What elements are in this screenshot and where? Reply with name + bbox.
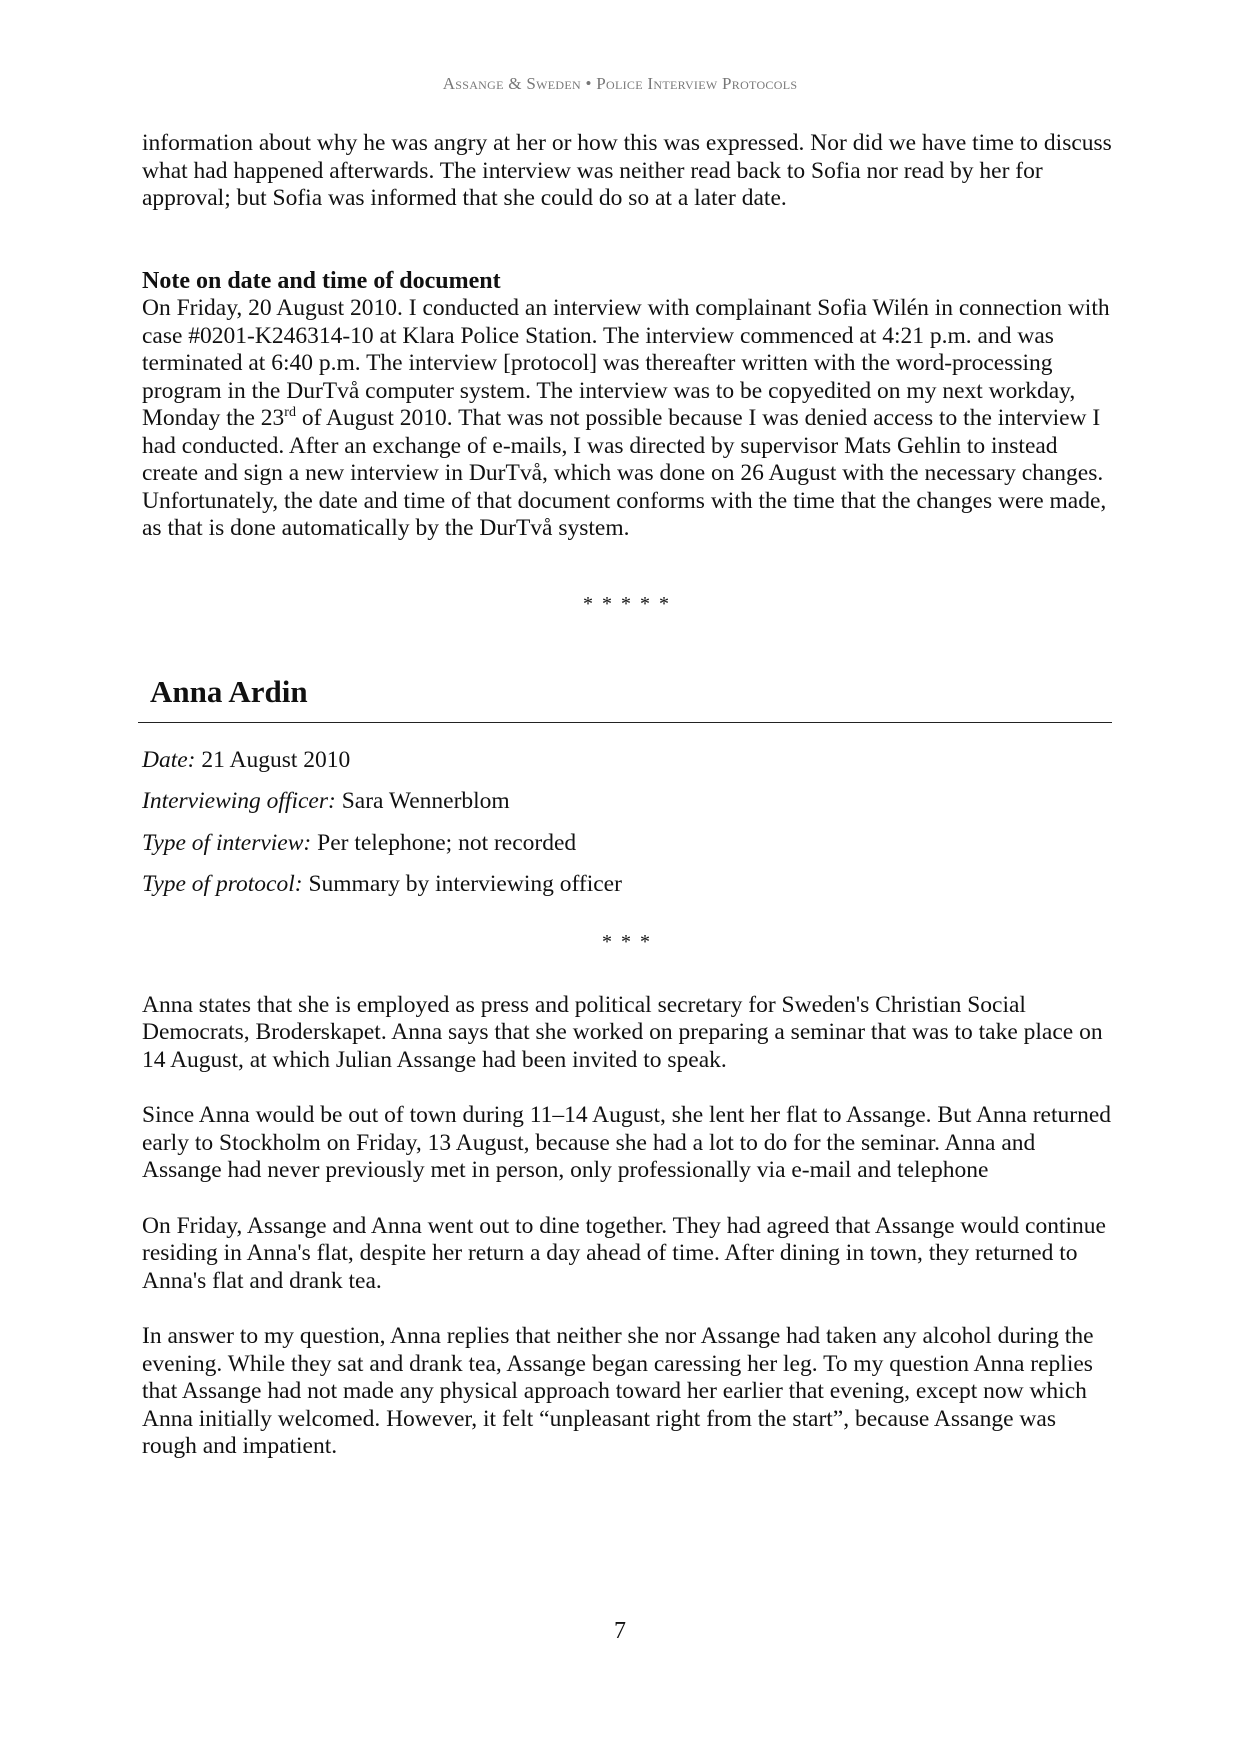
section-title: Anna Ardin: [150, 673, 308, 709]
section-header: [142, 674, 1112, 723]
meta-label: Type of interview:: [142, 829, 312, 856]
meta-value: Per telephone; not recorded: [311, 829, 577, 856]
meta-label: Interviewing officer:: [142, 788, 336, 814]
meta-value: Summary by interviewing officer: [302, 871, 622, 897]
meta-officer: [142, 788, 1112, 816]
meta-label: Type of protocol:: [142, 871, 303, 897]
meta-label: Date:: [142, 746, 196, 773]
interview-metadata: [142, 747, 1112, 899]
ordinal-superscript: rd: [284, 405, 296, 421]
page-content: [142, 130, 1112, 1461]
note-block: [142, 268, 1112, 543]
page-number: 7: [614, 1618, 626, 1644]
continued-paragraph: information about why he was angry at her or how this was expressed. Nor did we have time to discuss what had happened afterwards. The interview was neither read back to Sofia nor read by her for approval; but Sofia was informed that she could do so at a later date.: [142, 130, 1112, 211]
note-paragraph: [142, 295, 1112, 543]
note-heading: Note on date and time of document: [142, 267, 501, 294]
meta-date: [142, 747, 1112, 775]
body-paragraph: On Friday, Assange and Anna went out to dine together. They had agreed that Assange would continue residing in Anna's flat, despite her return a day ahead of time. After dining in town, they returned to Anna's flat and drank tea.: [142, 1212, 1106, 1294]
body-paragraph: Anna states that she is employed as press and political secretary for Sweden's Christian Social Democrats, Broderskapet. Anna says that she worked on preparing a seminar that was to take place on 14 August, at which Julian Assange had been invited to speak.: [142, 991, 1103, 1073]
note-text-part-2: of August 2010. That was not possible because I was denied access to the interview I had conducted. After an exchange of e-mails, I was directed by supervisor Mats Gehlin to instead create and sign a new interview in DurTvå, which was done on 26 August with the necessary changes. Unfortunately, the date and time of that document conforms with the time that the changes were made, as that is done automatically by the DurTvå system.: [142, 405, 1107, 541]
body-paragraph: Since Anna would be out of town during 11–14 August, she lent her flat to Assange. But Anna returned early to Stockholm on Friday, 13 August, because she had a lot to do for the seminar. Anna and Assange had never previously met in person, only professionally via e-mail and telephone: [142, 1102, 1112, 1183]
section-rule: [138, 722, 1112, 723]
subsection-separator: * * *: [602, 930, 652, 953]
meta-value: 21 August 2010: [195, 746, 351, 773]
meta-interview-type: [142, 830, 1112, 858]
meta-value: Sara Wennerblom: [335, 788, 510, 814]
section-separator: * * * * *: [583, 592, 671, 615]
running-header: Assange & Sweden • Police Interview Protocols: [442, 74, 798, 93]
meta-protocol-type: [142, 871, 1112, 899]
body-paragraph: In answer to my question, Anna replies that neither she nor Assange had taken any alcohol during the evening. While they sat and drank tea, Assange began caressing her leg. To my question Anna replies that Assange had not made any physical approach toward her earlier that evening, except now which Anna initially welcomed. However, it felt “unpleasant right from the start”, because Assange was rough and impatient.: [142, 1323, 1094, 1459]
note-text-part-1: On Friday, 20 August 2010. I conducted an interview with complainant Sofia Wilén in connection with case #0201-K246314-10 at Klara Police Station. The interview commenced at 4:21 p.m. and was terminated at 6:40 p.m. The interview [protocol] was thereafter written with the word-processing program in the DurTvå computer system. The interview was to be copyedited on my next workday, Monday the 23: [142, 295, 1110, 431]
